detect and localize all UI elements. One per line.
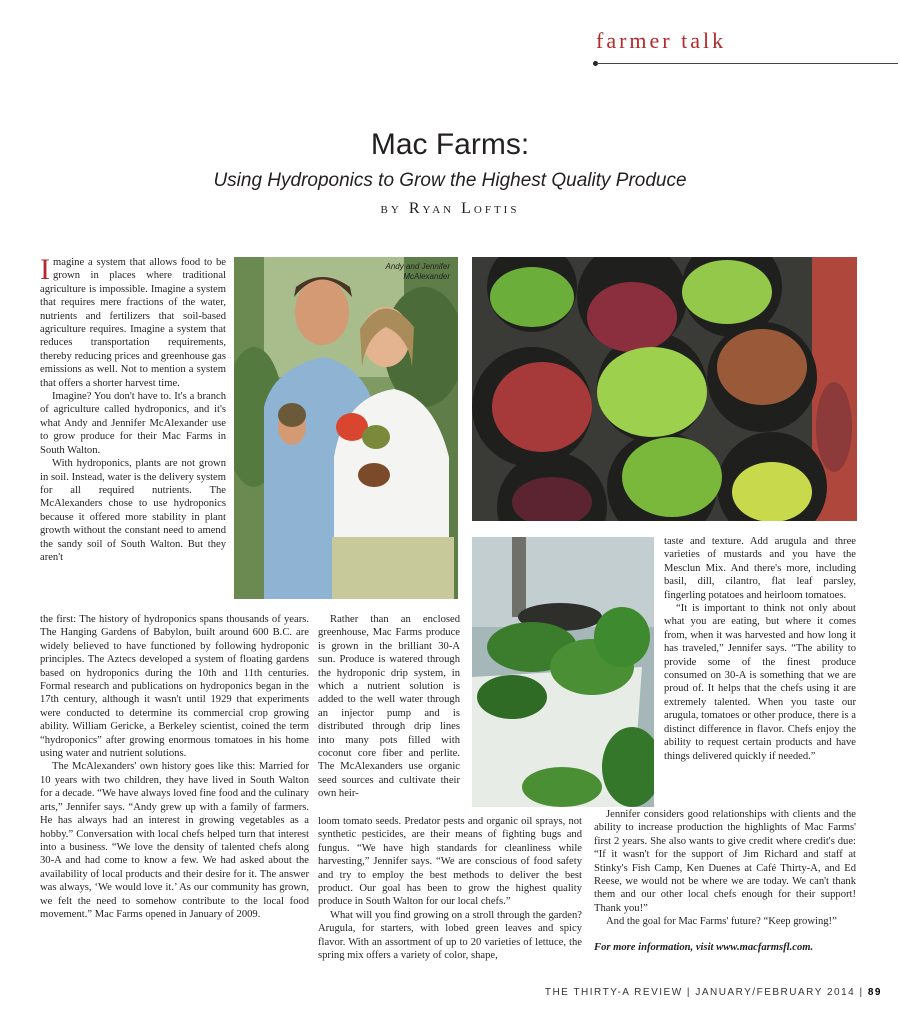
section-label: farmer talk: [596, 28, 727, 53]
section-rule: [596, 63, 898, 64]
article-byline: by Ryan Loftis: [380, 200, 520, 217]
paragraph-9: And the goal for Mac Farms' future? “Keep growing!”: [606, 916, 837, 928]
column-1-text: [40, 253, 226, 564]
paragraph-8: Jennifer considers good relationships with clients and the ability to increase production the highlights of Mac Farms' first 2 years. She also wants to give credit where credit's due: “If it wasn't for the support of Jim Richard and staff at Stinky's Fish Camp, Ken Duenes at Café Thirty-A, and Ed Reese, we would not be where we are today. We can't thank them and our other local chefs enough for their support! Thank you!”: [594, 809, 856, 914]
drop-cap: I: [40, 253, 50, 286]
spinach-planter-photo: [472, 537, 654, 807]
column-2-text: [318, 613, 460, 801]
column-3-wide-text: [594, 808, 856, 954]
paragraph-5-continued: loom tomato seeds. Predator pests and organic oil sprays, not synthetic pesticides, are their means of fighting bugs and fungus. “We have high standards for cleanliness while harvesting,” Jennifer says. “We are conscious of food safety and try to employ the best methods to deliver the best product. Our goal has been to grow the highest quality produce in South Walton for our local chefs.”: [318, 816, 582, 908]
column-2-wide-text: [318, 815, 582, 962]
footer-separator: |: [686, 987, 696, 998]
lettuce-pots-photo: [472, 257, 857, 521]
page-number: 89: [867, 987, 882, 998]
caption-line-1: Andy and Jennifer: [385, 262, 450, 271]
paragraph-3: With hydroponics, plants are not grown in soil. Instead, water is the delivery system for all required nutrients. The McAlexanders chose to use hydroponics because it offered more stability in plant growth without the constant need to amend the sandy soil of South Walton. But they aren't: [40, 458, 226, 563]
paragraph-3-continued: the first: The history of hydroponics spans thousands of years. The Hanging Gardens of Babylon, built around 600 B.C. are widely believed to have functioned by following hydroponic principles. The Aztecs developed a system of floating gardens based on hydroponics during the 10th and 11th centuries. Formal research and publications on hydroponics began in the 17th century, although it wasn't until 1929 that experiments were conducted to determine its commercial crop growing ability. William Gericke, a Berkeley scientist, coined the term “hydroponics” after growing enormous tomatoes in his home using water and nutrient solutions.: [40, 614, 309, 760]
paragraph-5: Rather than an enclosed greenhouse, Mac Farms produce is grown in the brilliant 30-A sun. Produce is watered through the hydroponic drip system, in which a nutrient solution is added to the well water through an injector pump and is distributed through drip lines into many pots filled with coconut core fiber and perlite. The McAlexanders use organic seed sources and cultivate their own heir-: [318, 614, 460, 800]
more-info-link[interactable]: For more information, visit www.macfarmsfl.com.: [594, 941, 814, 953]
caption-line-2: McAlexander: [403, 272, 450, 281]
photo-caption: [360, 262, 450, 282]
article-subtitle: Using Hydroponics to Grow the Highest Quality Produce: [213, 170, 687, 191]
paragraph-1: magine a system that allows food to be grown in places where traditional agriculture is impossible. Imagine a system that requires mere fractions of the water, nutrients and fertilizers that soil-based agriculture requires. Imagine a system that reduces transportation requirements, thereby reducing prices and greenhouse gas emissions as well. Not to mention a system that offers a shorter harvest time.: [40, 257, 226, 389]
column-3-text: [664, 535, 856, 763]
publication-name: THE THIRTY-A REVIEW: [544, 987, 683, 998]
paragraph-intro: [40, 253, 226, 390]
article-title: Mac Farms:: [370, 128, 530, 161]
paragraph-6: What will you find growing on a stroll through the garden? Arugula, for starters, with lobed green leaves and spicy flavor. With an assortment of up to 20 varieties of lettuce, the spring mix offers a variety of color, shape,: [318, 909, 582, 962]
paragraph-2: Imagine? You don't have to. It's a branch of agriculture called hydroponics, and it's what Andy and Jennifer McAlexander use to grow produce for their Mac Farms in South Walton.: [40, 391, 226, 456]
paragraph-6-continued: taste and texture. Add arugula and three varieties of mustards and you have the Mesclun Mix. And there's more, including basil, dill, cilantro, flat leaf parsley, fingerling potatoes and heirloom tomatoes.: [664, 536, 856, 601]
column-1-wide-text: [40, 613, 309, 921]
paragraph-7: “It is important to think not only about what you are eating, but where it comes from, when it was harvested and how long it has traveled,” Jennifer says. “The ability to provide some of the finest produce consumed on 30-A is something that we are proud of. It helps that the chefs using it are extremely talented. When you taste our arugula, tomatoes or other produce, there is a distinct difference in flavor. Chefs enjoy the ability to request certain products and have things delivered quickly if needed.”: [664, 603, 856, 762]
issue-date: JANUARY/FEBRUARY 2014: [695, 987, 856, 998]
couple-photo: [234, 257, 458, 599]
paragraph-4: The McAlexanders' own history goes like this: Married for 10 years with two children, they have lived in South Walton for a decade. “We have always loved fine food and the culinary arts,” Jennifer says. “Andy grew up with a family of farmers. He has always had an interest in growing vegetables as a hobby.” Conversation with local chefs helped turn that interest into a business. “We love the density of talented chefs along 30-A and had come to know a few. We had asked about the availability of local products and their desire for it. The answer was always, ‘We would love it.’ As our community has grown, we felt the need to somehow contribute to the local food movement.” Mac Farms opened in January of 2009.: [40, 761, 309, 920]
page-footer: [545, 987, 882, 998]
footer-separator-2: |: [859, 987, 868, 998]
